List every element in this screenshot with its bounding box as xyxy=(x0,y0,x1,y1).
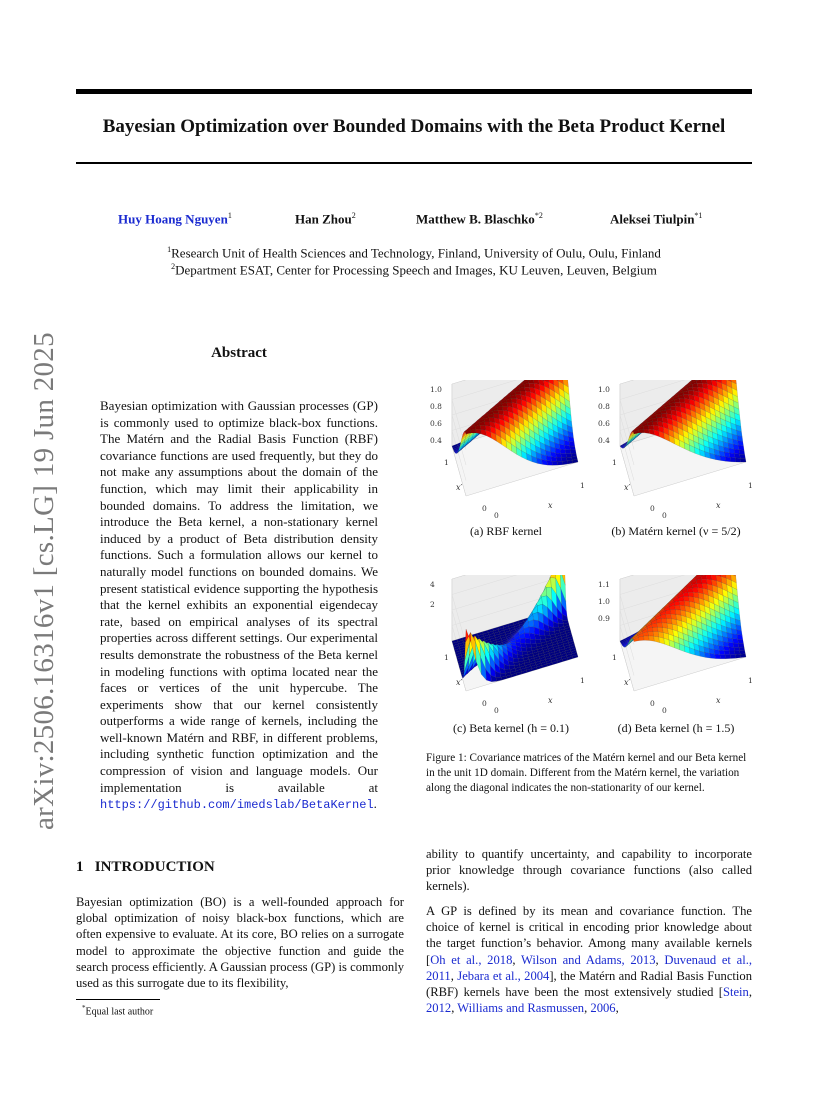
subcaption-a: (a) RBF kernel xyxy=(470,524,542,538)
z-tick-label: 1.0 xyxy=(430,385,442,394)
citation-link[interactable]: Jebara et al., 2004 xyxy=(457,968,550,983)
surface-plot-svg xyxy=(594,575,760,715)
x-axis-label: x xyxy=(716,696,721,705)
author-1[interactable]: Huy Hoang Nguyen$^1$ xyxy=(118,211,232,227)
z-tick-label: 0.4 xyxy=(598,436,610,445)
footnote-rule xyxy=(76,999,160,1000)
y-tick-zero: 0 xyxy=(482,504,487,513)
x-tick-one: 1 xyxy=(748,676,753,685)
surface-plot-svg xyxy=(594,380,760,520)
citation-link[interactable]: Wilson and Adams, 2013 xyxy=(521,952,656,967)
x-axis-label: x xyxy=(548,696,553,705)
z-tick-label: 0.4 xyxy=(430,436,442,445)
abstract-body: Bayesian optimization with Gaussian processes (GP) is commonly used to optimize black-box functions. The Matérn and the Radial Basis Function (RBF) covariance functions are used frequently, but they do not make any assumptions about the domain of the function, which may limit their applicability in bounded domains. To address the limitation, we introduce the Beta kernel, a non-stationary kernel induced by a product of Beta distribution density functions. Such a formulation allows our kernel to naturally model functions on bounded domains. We present statistical evidence supporting the hypothesis that the kernel exhibits an exponential eigendecay rate, based on empirical analyses of its spectral properties across different settings. Our experimental results demonstrate the robustness of the Beta kernel in modeling functions with optima located near the faces or vertices of the unit hypercube. The experiments show that our kernel consistently outperforms a wide range of kernels, including the well-known Matérn and RBF, in different problems, including synthetic function optimization and the compression of vision and language models. Our implementation is available at https://github.com/imedslab/BetaKernel. xyxy=(100,398,378,813)
x-tick-zero: 0 xyxy=(494,511,499,520)
z-tick-label: 0.8 xyxy=(430,402,442,411)
code-link[interactable]: https://github.com/imedslab/BetaKernel xyxy=(100,798,374,813)
y-tick-one: 1 xyxy=(612,653,617,662)
y-tick-one: 1 xyxy=(444,653,449,662)
author-2: Han Zhou$^2$ xyxy=(295,211,356,227)
paper-title: Bayesian Optimization over Bounded Domains with the Beta Product Kernel xyxy=(102,116,726,137)
footnote: *Equal last author xyxy=(82,1004,154,1018)
citation-link[interactable]: Duvenaud et al., 2011 xyxy=(426,952,753,983)
citation-link[interactable]: Williams and Rasmussen xyxy=(457,1001,585,1016)
subplot-beta-h15 xyxy=(594,575,760,715)
subcaption-c: (c) Beta kernel (h = 0.1) xyxy=(452,721,570,735)
surface-plot-svg xyxy=(426,575,592,715)
intro-paragraph-right-1: ability to quantify uncertainty, and capability to incorporate prior knowledge through covariance functions (also called kernels). xyxy=(426,847,752,894)
affiliation-1: $^1$Research Unit of Health Sciences and Technology, Finland, University of Oulu, Oulu, Finland xyxy=(167,245,661,261)
author-4: Aleksei Tiulpin$^{*1}$ xyxy=(610,211,703,227)
subplot-rbf xyxy=(426,380,592,520)
affiliation-2: $^2$Department ESAT, Center for Processing Speech and Images, KU Leuven, Leuven, Belgium xyxy=(171,262,657,278)
y-axis-label: x′ xyxy=(624,678,631,687)
y-axis-label: x′ xyxy=(624,483,631,492)
z-tick-label: 0.8 xyxy=(598,402,610,411)
x-tick-one: 1 xyxy=(580,676,585,685)
y-axis-label: x′ xyxy=(456,678,463,687)
figure-caption: Figure 1: Covariance matrices of the Matérn kernel and our Beta kernel in the unit 1D domain. Different from the Matérn kernel, the variation along the diagonal indicates the non-stationarity of our kernel. xyxy=(426,752,747,794)
z-tick-label: 0.9 xyxy=(598,614,610,623)
citation-link[interactable]: 2012 xyxy=(426,1001,452,1016)
x-tick-zero: 0 xyxy=(494,706,499,715)
subcaption-d: (d) Beta kernel (h = 1.5) xyxy=(617,721,735,735)
x-tick-zero: 0 xyxy=(662,511,667,520)
z-tick-label: 1.1 xyxy=(598,580,610,589)
y-tick-one: 1 xyxy=(612,458,617,467)
x-tick-zero: 0 xyxy=(662,706,667,715)
section-heading: 1 INTRODUCTION xyxy=(76,859,215,875)
subplot-matern xyxy=(594,380,760,520)
surface-plot-svg xyxy=(426,380,592,520)
z-tick-label: 2 xyxy=(430,600,435,609)
y-tick-zero: 0 xyxy=(482,699,487,708)
citation-link[interactable]: Stein xyxy=(722,985,749,1000)
z-tick-label: 1.0 xyxy=(598,385,610,394)
y-tick-one: 1 xyxy=(444,458,449,467)
x-tick-one: 1 xyxy=(580,481,585,490)
z-tick-label: 0.6 xyxy=(430,419,442,428)
citation-link[interactable]: 2006 xyxy=(590,1001,616,1016)
citation-link[interactable]: Oh et al., 2018 xyxy=(430,952,513,967)
subcaption-b: (b) Matérn kernel (ν = 5/2) xyxy=(611,524,741,538)
author-3: Matthew B. Blaschko$^{*2}$ xyxy=(416,211,543,227)
y-axis-label: x′ xyxy=(456,483,463,492)
arxiv-stamp: arXiv:2506.16316v1 [cs.LG] 19 Jun 2025 xyxy=(28,332,60,830)
z-tick-label: 1.0 xyxy=(598,597,610,606)
x-axis-label: x xyxy=(716,501,721,510)
abstract-heading: Abstract xyxy=(211,345,267,361)
x-tick-one: 1 xyxy=(748,481,753,490)
title-bottom-rule xyxy=(76,162,752,164)
intro-paragraph-left: Bayesian optimization (BO) is a well-founded approach for global optimization of noisy black-box functions, which are often expensive to evaluate. At its core, BO relies on a surrogate model to approximate the objective function and guide the search process efficiently. A Gaussian process (GP) is commonly used as this surrogate due to its flexibility, xyxy=(76,895,404,991)
x-axis-label: x xyxy=(548,501,553,510)
z-tick-label: 4 xyxy=(430,580,435,589)
y-tick-zero: 0 xyxy=(650,699,655,708)
title-top-rule xyxy=(76,89,752,94)
z-tick-label: 0.6 xyxy=(598,419,610,428)
intro-paragraph-right-2: A GP is defined by its mean and covariance function. The choice of kernel is critical in encoding prior knowledge about the target function’s behavior. Among many available kernels [Oh et al., 2018, Wilson and Adams, 2013, Duvenaud et al., 2011, Jebara et al., 2004], the Matérn and Radial Basis Function (RBF) kernels have been the most extensively studied [Stein, 2012, Williams and Rasmussen, 2006, xyxy=(426,904,753,1016)
subplot-beta-h01 xyxy=(426,575,592,715)
y-tick-zero: 0 xyxy=(650,504,655,513)
